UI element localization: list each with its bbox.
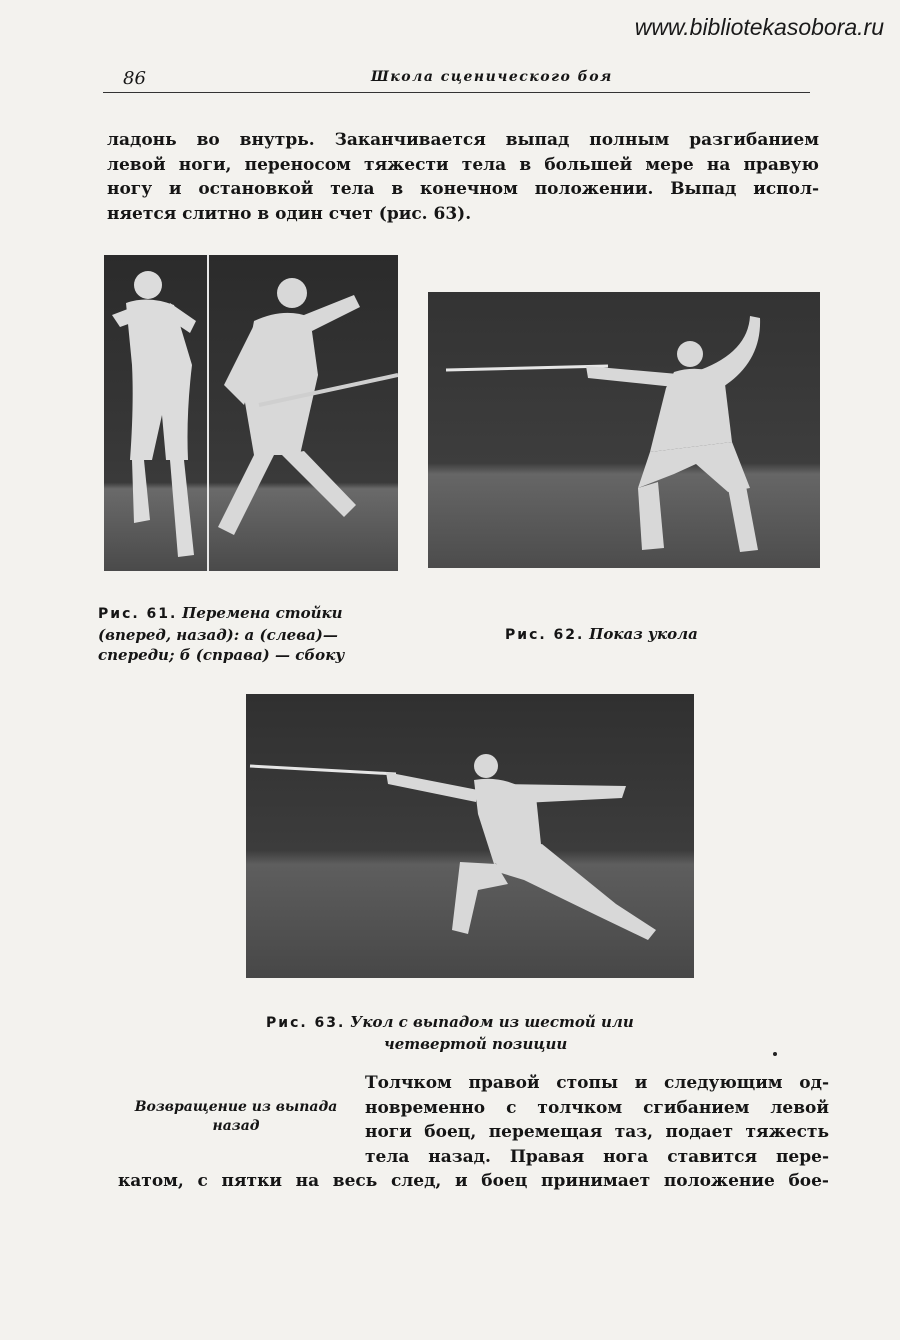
- figure-62-caption: [505, 624, 698, 646]
- caption-line: Укол с выпадом из шестой или: [350, 1013, 634, 1031]
- figure-label: Рис. 63.: [266, 1015, 346, 1031]
- caption-line: (вперед, назад): а (слева)—: [98, 625, 338, 644]
- caption-line: Перемена стойки: [182, 604, 343, 622]
- figure-62-photo: [428, 292, 820, 568]
- running-head: [103, 66, 810, 93]
- book-title: Школа сценического боя: [371, 69, 613, 85]
- closing-paragraph-tail: [118, 1169, 829, 1194]
- text-line: Толчком правой стопы и следующим од-: [365, 1073, 829, 1093]
- text-line: няется слитно в один счет (рис. 63).: [107, 203, 472, 224]
- side-note: [116, 1098, 356, 1136]
- print-speck: [773, 1052, 777, 1056]
- text-line: ладонь во внутрь. Заканчивается выпад полным разгибанием: [107, 130, 819, 150]
- text-line: катом, с пятки на весь след, и боец принимает положение бое-: [118, 1171, 829, 1191]
- text-line: ногу и остановкой тела в конечном положении. Выпад испол-: [107, 179, 819, 199]
- caption-line: четвертой позиции: [384, 1034, 568, 1053]
- figure-63-photo: [246, 694, 694, 978]
- text-line: ноги боец, перемещая таз, подает тяжесть: [365, 1122, 829, 1142]
- figure-61-caption: [98, 603, 344, 666]
- text-line: новременно с толчком сгибанием левой: [365, 1097, 829, 1118]
- page-number: 86: [123, 68, 146, 89]
- caption-line: Показ укола: [589, 625, 698, 643]
- figure-label: Рис. 62.: [505, 627, 585, 643]
- figure-63-caption: [266, 1012, 634, 1054]
- figure-label: Рис. 61.: [98, 606, 178, 622]
- closing-paragraph-lead: [365, 1071, 829, 1169]
- side-note-line: назад: [212, 1118, 260, 1134]
- side-note-line: Возвращение из выпада: [134, 1099, 338, 1115]
- text-line: левой ноги, переносом тяжести тела в большей мере на правую: [107, 154, 819, 175]
- caption-line: спереди; б (справа) — сбоку: [98, 646, 345, 664]
- watermark[interactable]: www.bibliotekasobora.ru: [634, 14, 884, 40]
- figure-61-photo: [104, 255, 398, 571]
- intro-paragraph: [107, 128, 819, 226]
- text-line: тела назад. Правая нога ставится пере-: [365, 1146, 829, 1167]
